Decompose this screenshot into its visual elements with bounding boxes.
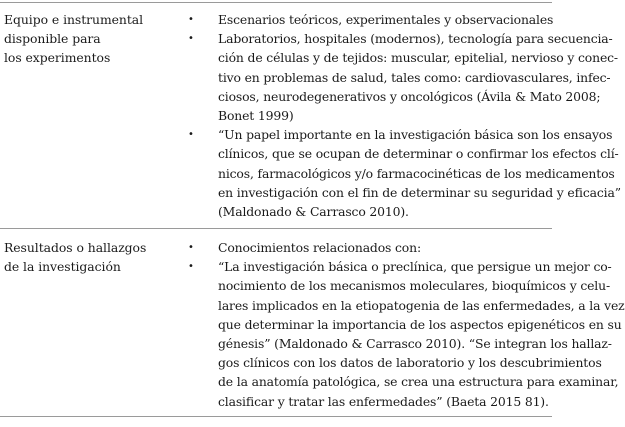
bullet-list	[188, 10, 621, 221]
row-label-line: disponible para	[4, 31, 101, 47]
table-bottom-rule	[0, 416, 552, 417]
item-line: Laboratorios, hospitales (modernos), tecnología para secuencia-	[218, 31, 613, 47]
item-line: ciosos, neurodegenerativos y oncológicos (Ávila & Mato 2008;	[218, 88, 601, 104]
row-label-line: los experimentos	[4, 50, 111, 66]
item-line: en investigación con el fin de determinar su seguridad y eficacia”	[218, 184, 621, 200]
item-line: clínicos, que se ocupan de determinar o confirmar los efectos clí-	[218, 146, 619, 162]
item-line: (Maldonado & Carrasco 2010).	[218, 204, 409, 220]
item-line: nocimiento de los mecanismos moleculares, bioquímicos y celu-	[218, 278, 610, 294]
list-item	[188, 238, 552, 257]
item-line: “La investigación básica o preclínica, que persigue un mejor co-	[218, 259, 612, 275]
item-line: génesis” (Maldonado & Carrasco 2010). “Se integran los hallaz-	[218, 336, 612, 352]
item-line: de la anatomía patológica, se crea una estructura para examinar,	[218, 374, 619, 390]
bullet-icon: •	[188, 129, 194, 141]
item-line: Escenarios teóricos, experimentales y observacionales	[218, 12, 554, 27]
item-line: ción de células y de tejidos: muscular, epitelial, nervioso y conec-	[218, 50, 618, 66]
item-line: tivo en problemas de salud, tales como: cardiovasculares, infec-	[218, 69, 611, 85]
row-label	[4, 10, 174, 68]
bullet-icon: •	[188, 14, 194, 25]
item-line: que determinar la importancia de los aspectos epigenéticos en su	[218, 316, 622, 332]
row-label-line: Resultados o hallazgos	[4, 240, 147, 255]
item-line: clasificar y tratar las enfermedades” (Baeta 2015 81).	[218, 393, 549, 409]
row-label-line: Equipo e instrumental	[4, 12, 144, 27]
row-divider	[0, 228, 552, 229]
list-item	[188, 257, 625, 411]
bullet-icon: •	[188, 261, 194, 273]
list-item	[188, 29, 618, 125]
item-line: nicos, farmacológicos y/o farmacocinéticas de los medicamentos	[218, 165, 615, 181]
bullet-icon: •	[188, 242, 194, 253]
list-item	[188, 125, 621, 221]
item-line: Bonet 1999)	[218, 108, 294, 124]
item-line: Conocimientos relacionados con:	[218, 240, 421, 255]
item-line: gos clínicos con los datos de laboratorio y los descubrimientos	[218, 355, 602, 371]
item-line: lares implicados en la etiopatogenia de las enfermedades, a la vez	[218, 297, 625, 313]
row-label-line: de la investigación	[4, 259, 121, 275]
table-top-rule	[0, 2, 552, 3]
row-label	[4, 238, 174, 276]
item-line: “Un papel importante en la investigación básica son los ensayos	[218, 127, 613, 143]
list-item	[188, 10, 552, 29]
bullet-icon: •	[188, 33, 194, 45]
bullet-list	[188, 238, 625, 411]
